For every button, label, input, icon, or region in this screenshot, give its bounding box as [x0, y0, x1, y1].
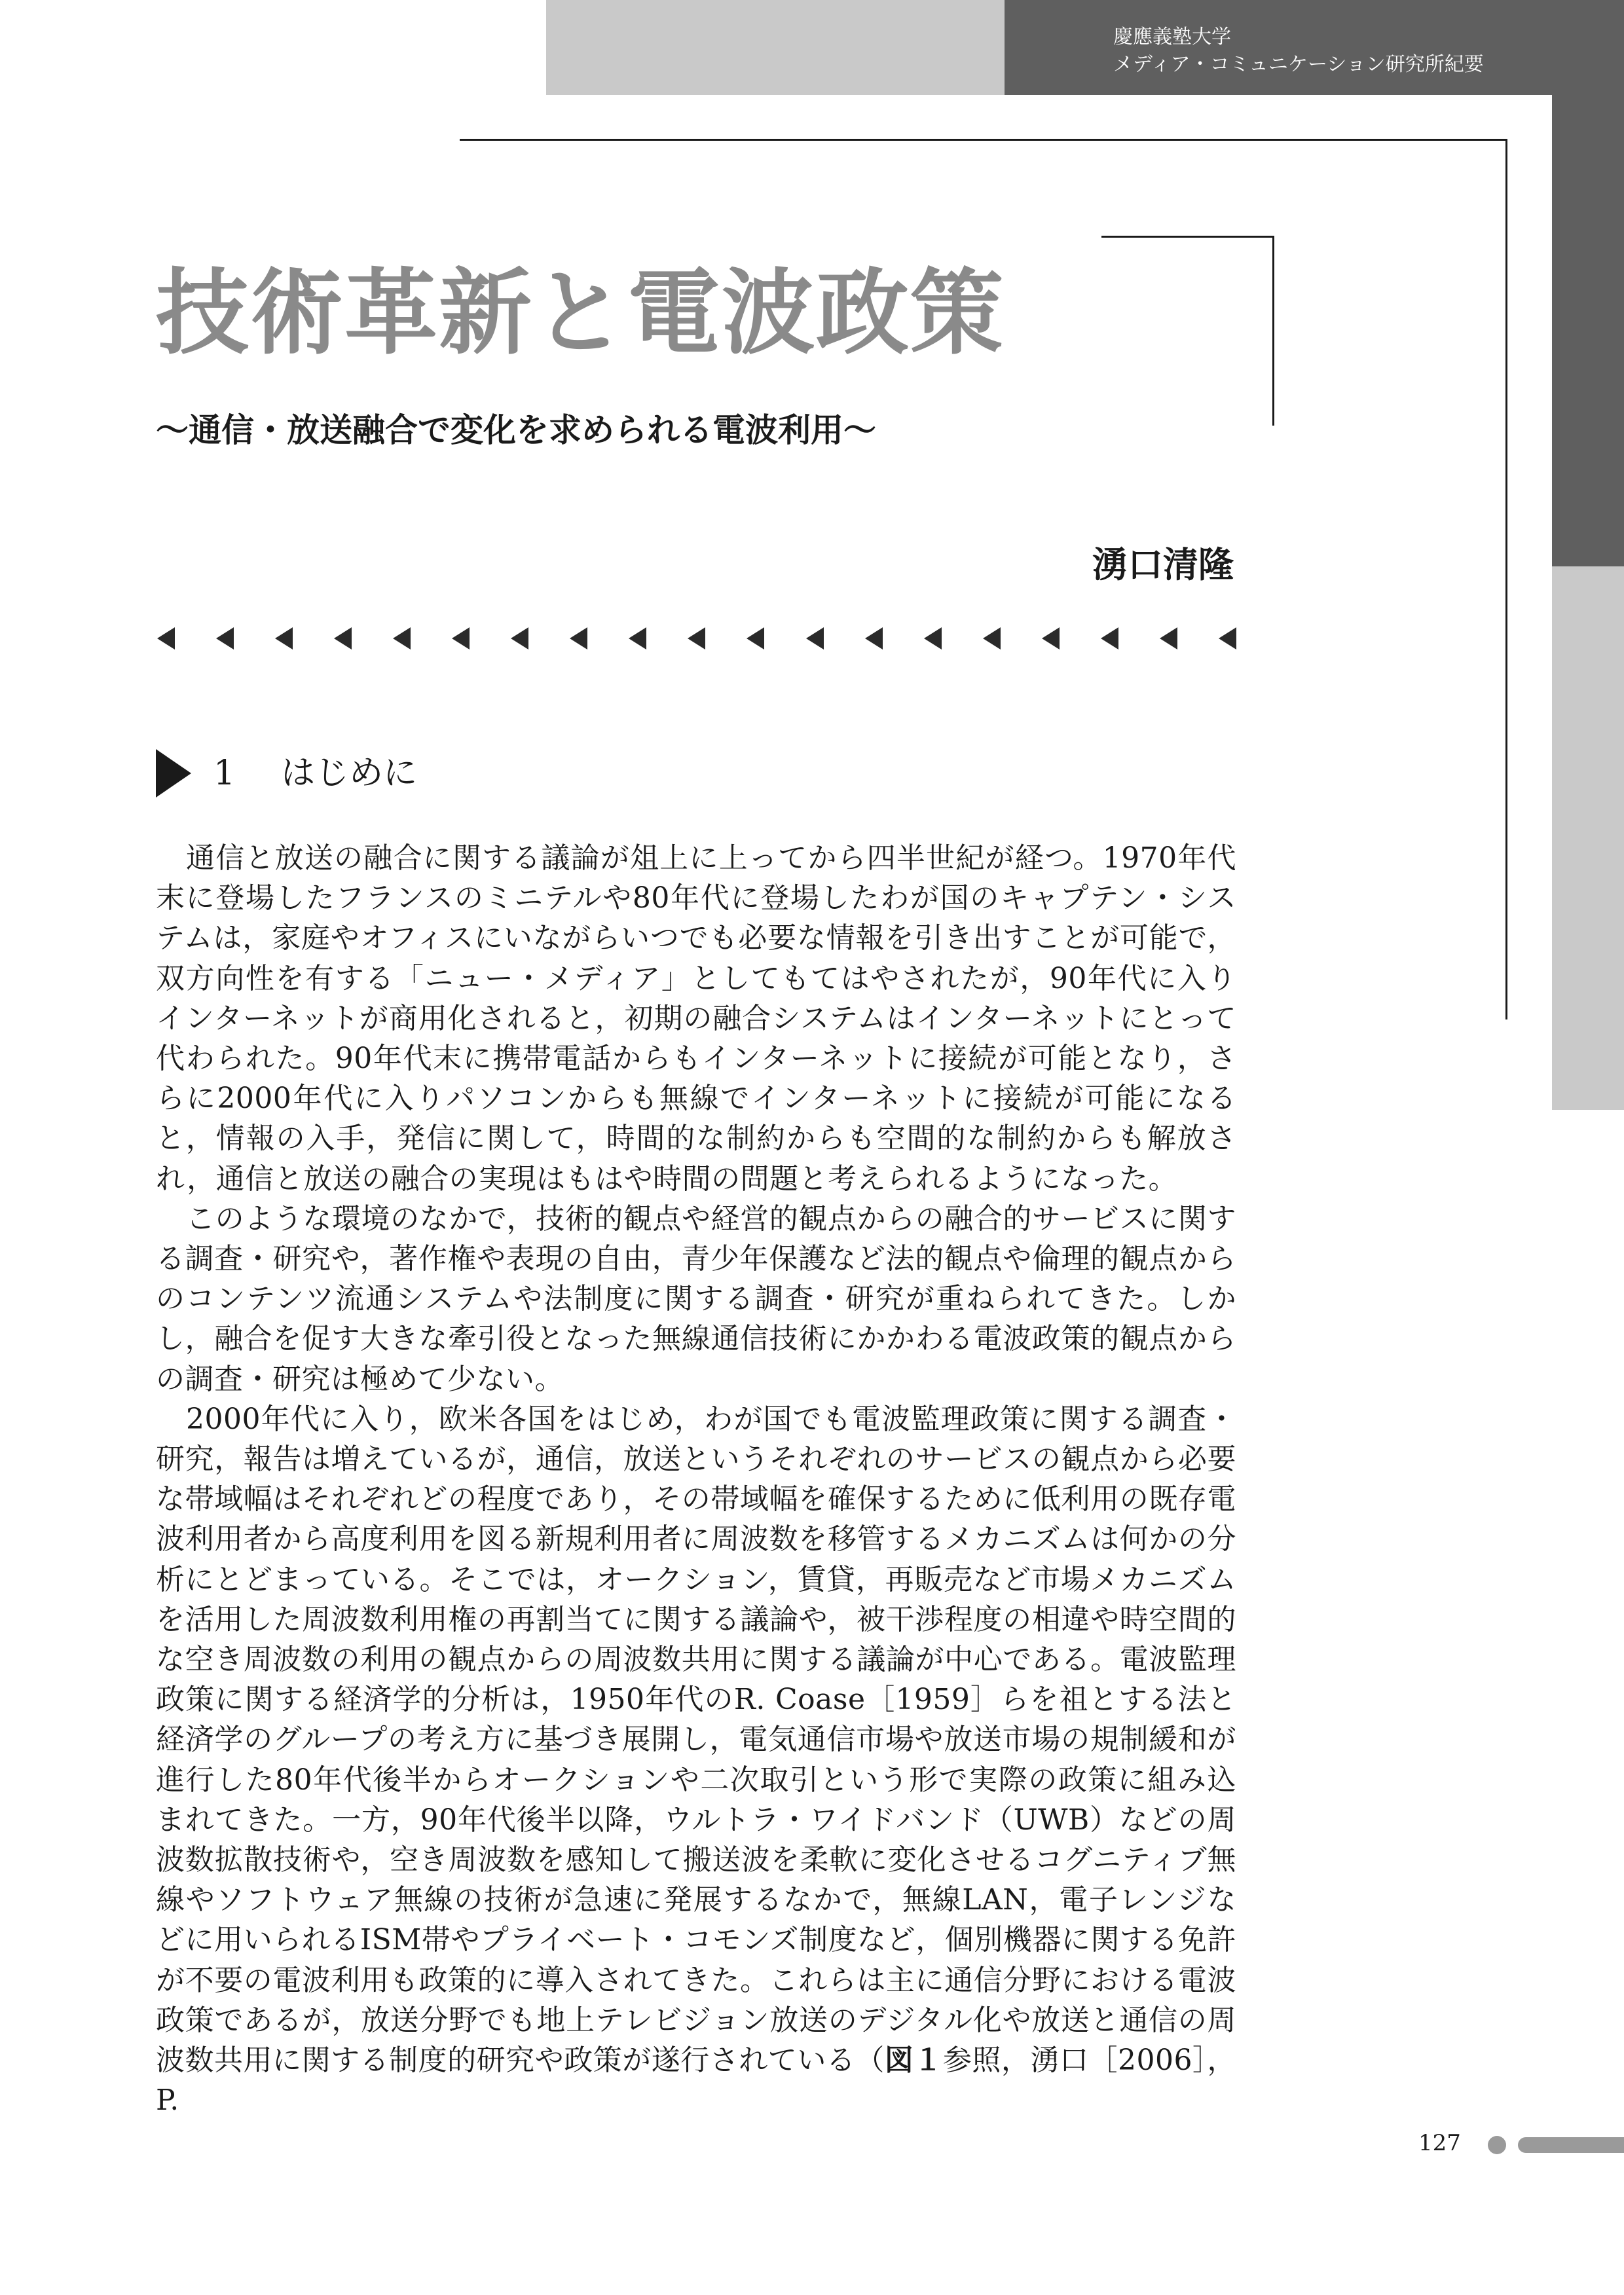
- ornament-arrow-icon: [452, 627, 470, 650]
- journal-name: [1113, 24, 1545, 79]
- ornament-row: [157, 627, 1236, 650]
- ornament-arrow-icon: [806, 627, 824, 650]
- section-title: はじめに: [281, 754, 418, 793]
- header-band-light: [546, 0, 1005, 95]
- ornament-arrow-icon: [983, 627, 1001, 650]
- ornament-arrow-icon: [334, 627, 352, 650]
- article-subtitle: 〜通信・放送融合で変化を求められる電波利用〜: [156, 411, 876, 449]
- ornament-arrow-icon: [688, 627, 705, 650]
- ornament-arrow-icon: [275, 627, 293, 650]
- ornament-arrow-icon: [1101, 627, 1118, 650]
- frame-rule-top: [460, 139, 1507, 141]
- page-number: 127: [1418, 2130, 1461, 2156]
- ornament-arrow-icon: [393, 627, 411, 650]
- ornament-arrow-icon: [1160, 627, 1177, 650]
- ornament-arrow-icon: [157, 627, 175, 650]
- title-corner-rule-right: [1272, 236, 1274, 426]
- section-number: 1: [213, 754, 236, 793]
- ornament-arrow-icon: [747, 627, 764, 650]
- page-marker-dot: [1488, 2136, 1506, 2154]
- title-corner-rule-top: [1101, 236, 1274, 238]
- page-marker-bar: [1518, 2137, 1624, 2153]
- ornament-arrow-icon: [216, 627, 234, 650]
- article-title: 技術革新と電波政策: [156, 259, 1005, 367]
- ornament-arrow-icon: [1219, 627, 1236, 650]
- section-marker-icon: [156, 749, 191, 798]
- author-name: 湧口清隆: [1092, 544, 1234, 585]
- paragraph: [156, 1399, 1236, 2121]
- ornament-arrow-icon: [629, 627, 646, 650]
- journal-name-line2: メディア・コミュニケーション研究所紀要: [1113, 53, 1484, 76]
- ornament-arrow-icon: [865, 627, 883, 650]
- side-tab-light: [1552, 566, 1624, 1110]
- paragraph-text: 参照，湧口［2006］，P.: [156, 2044, 1237, 2118]
- section-heading: [156, 749, 417, 798]
- figure-reference: 図１: [884, 2044, 943, 2078]
- ornament-arrow-icon: [511, 627, 528, 650]
- ornament-arrow-icon: [570, 627, 587, 650]
- paragraph-text: 2000年代に入り，欧米各国をはじめ，わが国でも電波監理政策に関する調査・研究，報告は増えているが，通信，放送というそれぞれのサービスの観点から必要な帯域幅はそれぞれどの程度であり，その帯域幅を確保するために低利用の既存電波利用者から高度利用を図る新規利用者に周波数を移管するメカニズムは何かの分析にとどまっている。そこでは，オークション，賃貸，再販売など市場メカニズムを活用した周波数利用権の再割当てに関する議論や，被干渉程度の相違や時空間的な空き周波数の利用の観点からの周波数共用に関する議論が中心である。電波監理政策に関する経済学的分析は，1950年代のR. Coase［1959］らを祖とする法と経済学のグループの考え方に基づき展開し，電気通信市場や放送市場の規制緩和が進行した80年代後半からオークションや二次取引という形で実際の政策に組み込まれてきた。一方，90年代後半以降，ウルトラ・ワイドバンド（UWB）などの周波数拡散技術や，空き周波数を感知して搬送波を柔軟に変化させるコグニティブ無線やソフトウェア無線の技術が急速に発展するなかで，無線LAN，電子レンジなどに用いられるISM帯やプライベート・コモンズ制度など，個別機器に関する免許が不要の電波利用も政策的に導入されてきた。これらは主に通信分野における電波政策であるが，放送分野でも地上テレビジョン放送のデジタル化や放送と通信の周波数共用に関する制度的研究や政策が遂行されている（: [156, 1402, 1236, 2078]
- body-text: [156, 838, 1236, 2121]
- paragraph: 通信と放送の融合に関する議論が俎上に上ってから四半世紀が経つ。1970年代末に登場したフランスのミニテルや80年代に登場したわが国のキャプテン・システムは，家庭やオフィスにいながらいつでも必要な情報を引き出すことが可能で，双方向性を有する「ニュー・メディア」としてもてはやされたが，90年代に入りインターネットが商用化されると，初期の融合システムはインターネットにとって代わられた。90年代末に携帯電話からもインターネットに接続が可能となり，さらに2000年代に入りパソコンからも無線でインターネットに接続が可能になると，情報の入手，発信に関して，時間的な制約からも空間的な制約からも解放され，通信と放送の融合の実現はもはや時間の問題と考えられるようになった。: [156, 841, 1236, 1196]
- ornament-arrow-icon: [924, 627, 942, 650]
- frame-rule-right: [1505, 139, 1507, 1019]
- ornament-arrow-icon: [1042, 627, 1060, 650]
- journal-name-line1: 慶應義塾大学: [1113, 26, 1231, 48]
- side-tab-dark: [1552, 95, 1624, 566]
- paragraph: このような環境のなかで，技術的観点や経営的観点からの融合的サービスに関する調査・研究や，著作権や表現の自由，青少年保護など法的観点や倫理的観点からのコンテンツ流通システムや法制度に関する調査・研究が重ねられてきた。しかし，融合を促す大きな牽引役となった無線通信技術にかかわる電波政策的観点からの調査・研究は極めて少ない。: [156, 1202, 1236, 1396]
